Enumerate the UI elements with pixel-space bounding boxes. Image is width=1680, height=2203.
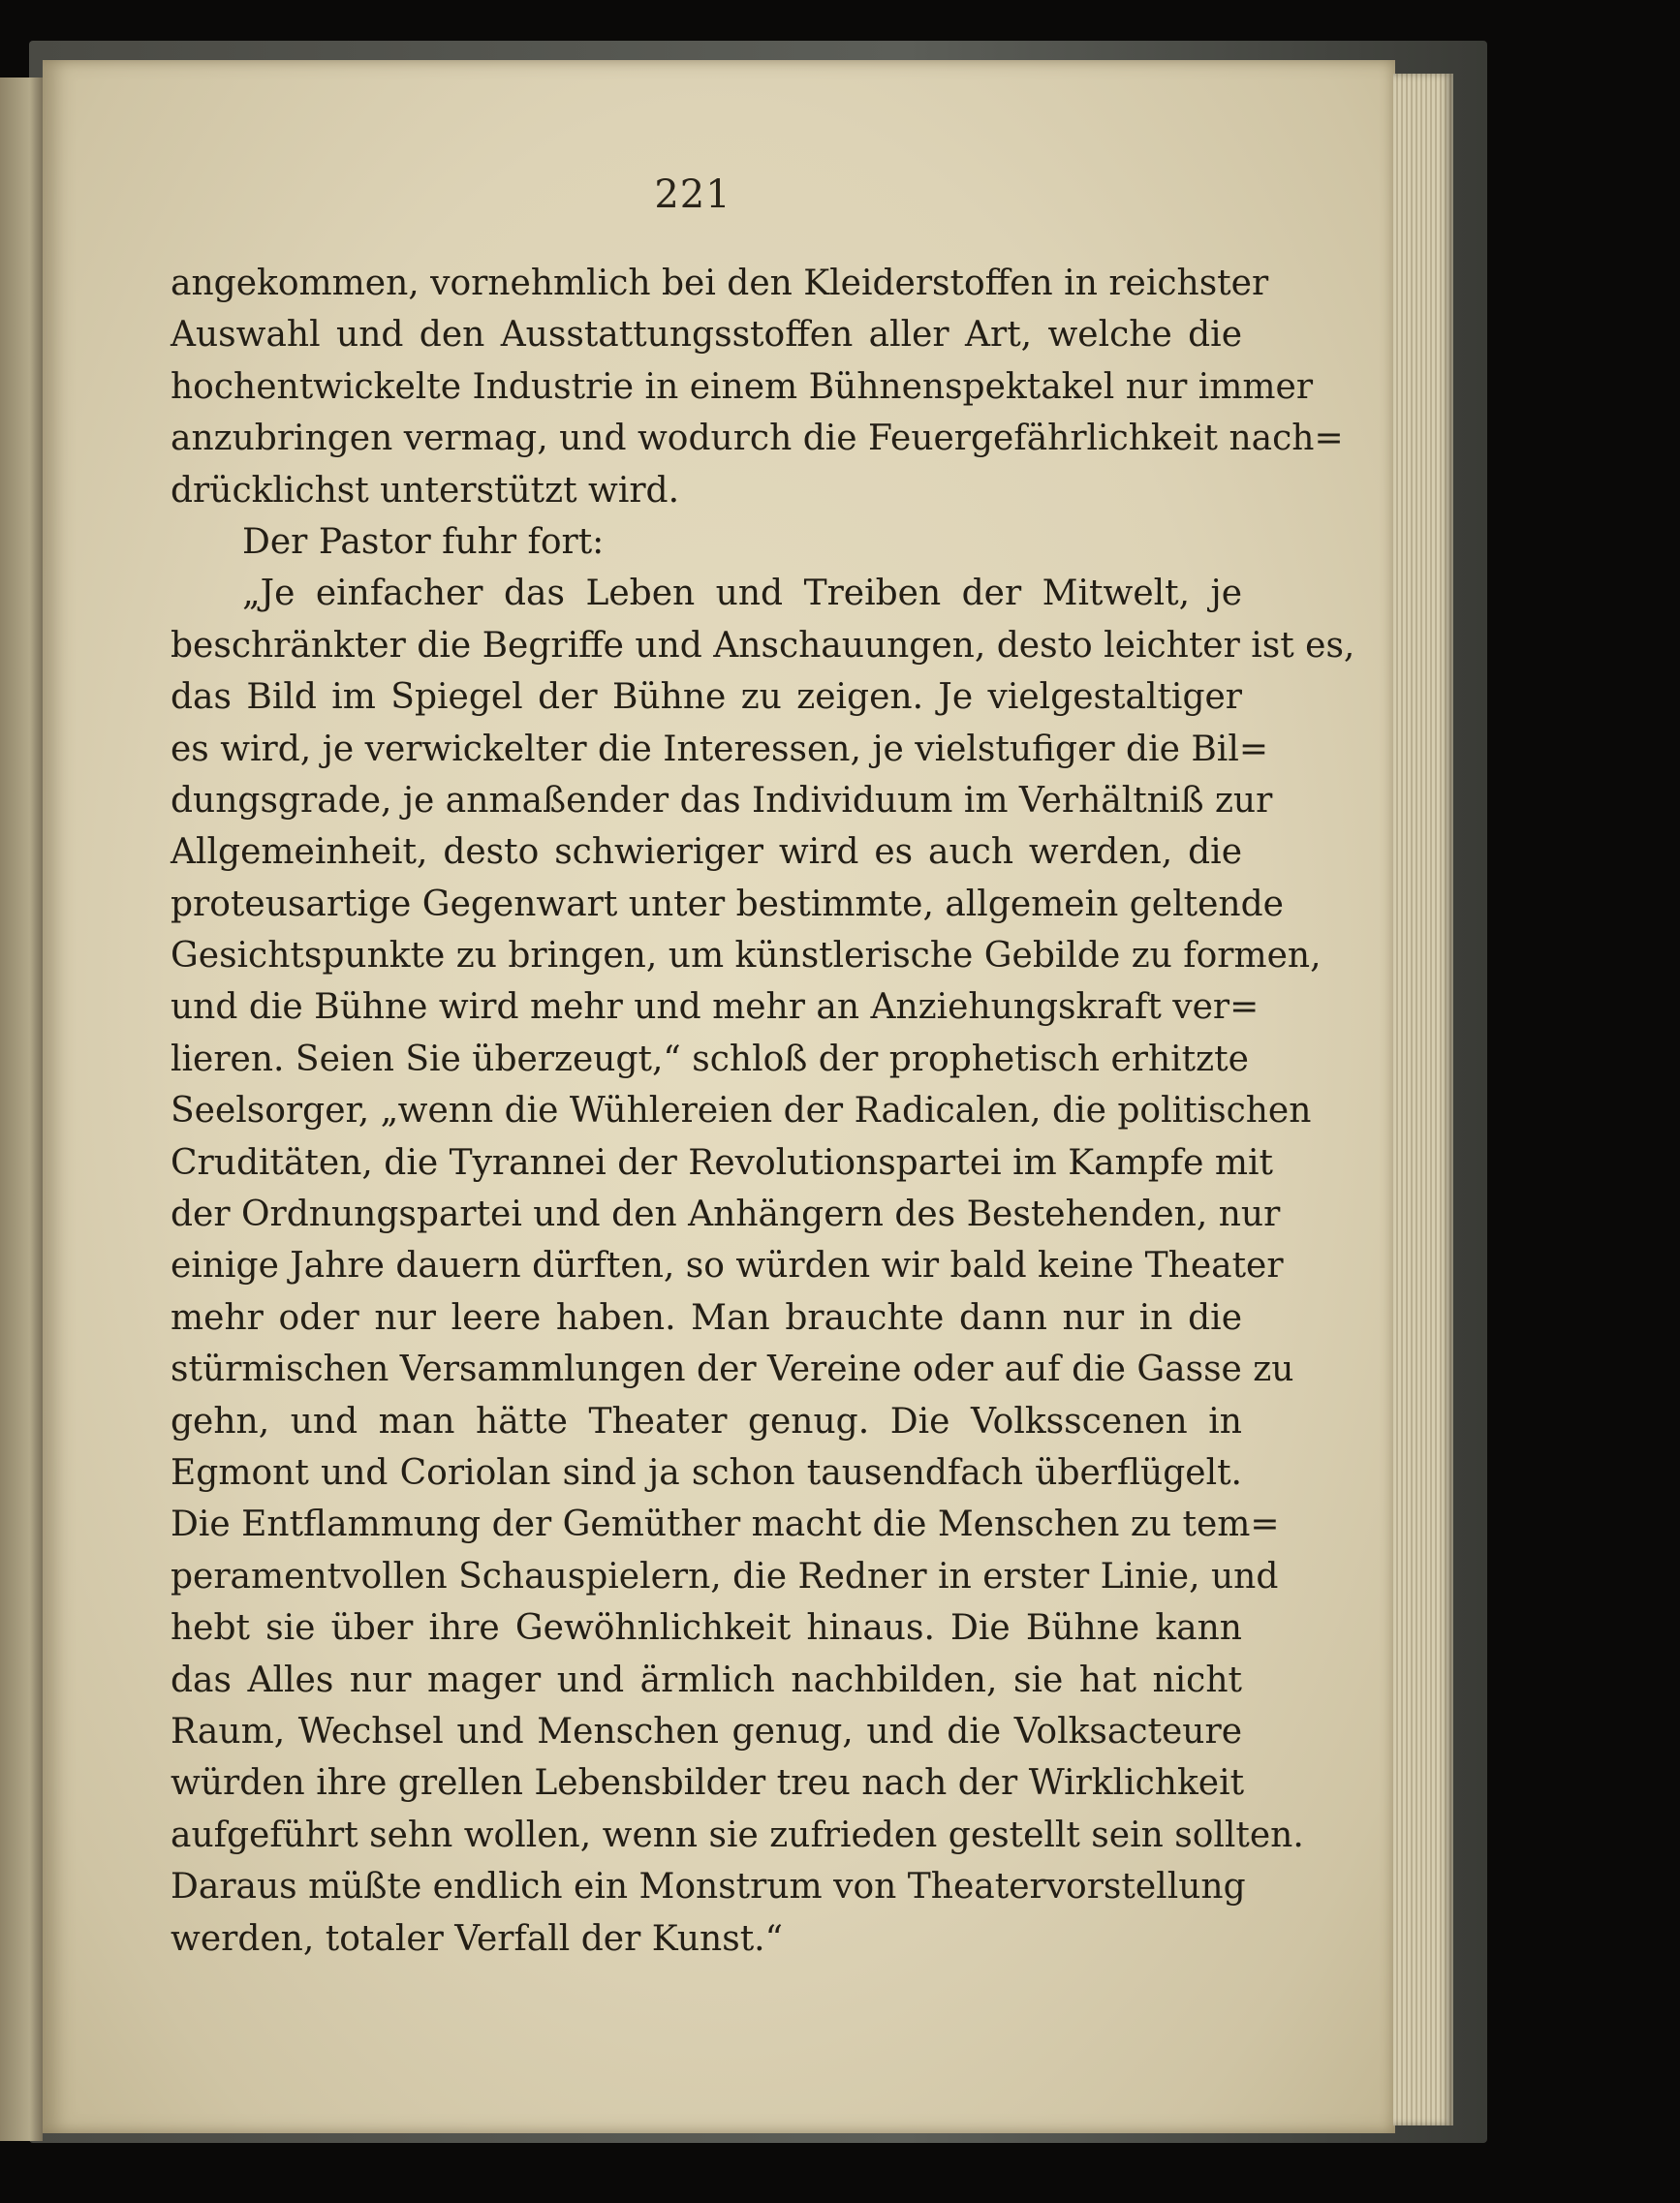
text-line: Die Entflammung der Gemüther macht die Menschen zu tem= [171,1505,1280,1545]
text-line: es wird, je verwickelter die Interessen, je vielstufiger die Bil= [171,729,1268,769]
text-line: aufgeführt sehn wollen, wenn sie zufrieden gestellt sein sollten. [171,1815,1304,1855]
text-line: Gesichtspunkte zu bringen, um künstlerische Gebilde zu formen, [171,936,1322,977]
text-line: peramentvollen Schauspielern, die Redner in erster Linie, und [171,1556,1279,1597]
text-line: Allgemeinheit, desto schwieriger wird es auch werden, die [171,832,1242,873]
text-line: Raum, Wechsel und Menschen genug, und die Volksacteure [171,1711,1242,1752]
text-line: Cruditäten, die Tyrannei der Revolutionspartei im Kampfe mit [171,1142,1273,1183]
text-line: proteusartige Gegenwart unter bestimmte, allgemein geltende [171,884,1284,924]
text-line: hebt sie über ihre Gewöhnlichkeit hinaus. Die Bühne kann [171,1608,1242,1649]
text-line: „Je einfacher das Leben und Treiben der Mitwelt, je [242,574,1242,614]
text-line: Seelsorger, „wenn die Wühlereien der Radicalen, die politischen [171,1091,1312,1132]
text-line: Auswahl und den Ausstattungsstoffen aller Art, welche die [171,315,1242,356]
body-text [171,258,1355,1965]
text-line: hochentwickelte Industrie in einem Bühnenspektakel nur immer [171,366,1314,407]
text-line: lieren. Seien Sie überzeugt,“ schloß der prophetisch erhitzte [171,1039,1249,1079]
text-line: drücklichst unterstützt wird. [171,470,680,511]
text-line: das Bild im Spiegel der Bühne zu zeigen. Je vielgestaltiger [171,677,1242,718]
page-number: 221 [654,172,731,217]
page-stack-edges [1393,74,1453,2125]
text-line: Daraus müßte endlich ein Monstrum von Theatervorstellung [171,1867,1246,1908]
text-line: der Ordnungspartei und den Anhängern des Bestehenden, nur [171,1195,1281,1235]
text-line: Der Pastor fuhr fort: [242,521,605,562]
text-line: würden ihre grellen Lebensbilder treu nach der Wirklichkeit [171,1763,1245,1804]
text-line: mehr oder nur leere haben. Man brauchte dann nur in die [171,1297,1242,1338]
text-line: und die Bühne wird mehr und mehr an Anziehungskraft ver= [171,987,1260,1028]
facing-page-edge [0,78,43,2141]
text-line: beschränkter die Begriffe und Anschauungen, desto leichter ist es, [171,625,1355,666]
text-line: werden, totaler Verfall der Kunst.“ [171,1918,784,1959]
text-line: gehn, und man hätte Theater genug. Die Volksscenen in [171,1401,1242,1442]
text-line: einige Jahre dauern dürften, so würden wir bald keine Theater [171,1246,1284,1287]
text-line: Egmont und Coriolan sind ja schon tausendfach überflügelt. [171,1452,1242,1493]
text-line: angekommen, vornehmlich bei den Kleiderstoffen in reichster [171,264,1269,303]
text-line: das Alles nur mager und ärmlich nachbilden, sie hat nicht [171,1660,1242,1700]
text-line: anzubringen vermag, und wodurch die Feuergefährlichkeit nach= [171,419,1344,459]
text-line: dungsgrade, je anmaßender das Individuum im Verhältniß zur [171,780,1273,821]
text-line: stürmischen Versammlungen der Vereine oder auf die Gasse zu [171,1350,1294,1390]
